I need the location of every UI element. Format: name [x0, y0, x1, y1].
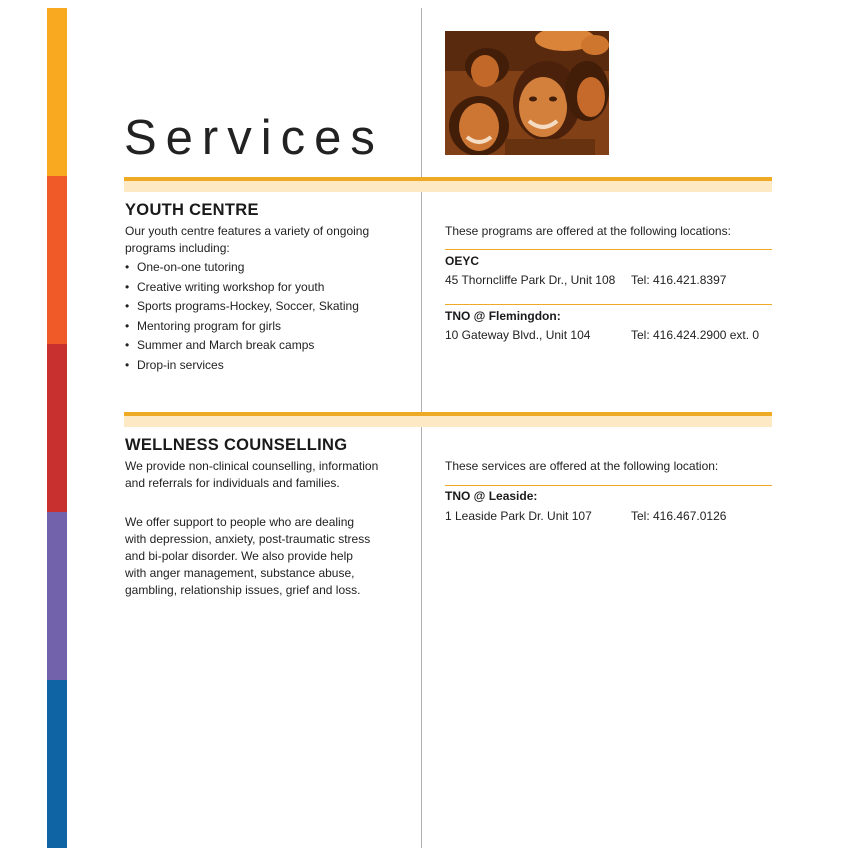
list-item: • Sports programs-Hockey, Soccer, Skating: [125, 299, 359, 313]
color-band-blue: [47, 680, 67, 848]
youth-locations-intro: These programs are offered at the following locations:: [445, 224, 731, 238]
youth-centre-heading: YOUTH CENTRE: [125, 201, 259, 219]
wellness-locations-intro: These services are offered at the following location:: [445, 459, 719, 473]
location-name-leaside: TNO @ Leaside:: [445, 489, 538, 503]
section-rule-wellness: [124, 412, 772, 427]
wellness-paragraph-1: We provide non-clinical counselling, information and referrals for individuals and families.: [125, 459, 379, 490]
group-photo-icon: [445, 31, 609, 155]
youth-programs-list: [125, 259, 359, 376]
list-item: • Mentoring program for girls: [125, 318, 282, 333]
color-band-red-orange: [47, 176, 67, 344]
section-rule-youth: [124, 177, 772, 192]
list-item: • Drop-in services: [125, 357, 224, 372]
page-title: Services: [124, 111, 384, 165]
color-band: [47, 8, 67, 848]
wellness-paragraph-2: We offer support to people who are dealing with depression, anxiety, post-traumatic stress and bi-polar disorder. We also provide help with anger management, substance abuse, gambling, relationship issues, grief and loss.: [125, 515, 371, 597]
wellness-counselling-heading: WELLNESS COUNSELLING: [125, 436, 348, 454]
location-address-flemingdon: 10 Gateway Blvd., Unit 104: [445, 328, 591, 342]
color-band-purple: [47, 512, 67, 680]
location-phone-flemingdon: Tel: 416.424.2900 ext. 0: [631, 328, 760, 342]
location-address-oeyc: 45 Thorncliffe Park Dr., Unit 108: [445, 273, 616, 287]
location-divider: [445, 304, 772, 305]
list-item: • Summer and March break camps: [125, 338, 315, 352]
location-phone-leaside: Tel: 416.467.0126: [631, 509, 727, 523]
list-item: • One-on-one tutoring: [125, 260, 245, 274]
youth-centre-intro: [125, 223, 369, 257]
youth-intro-line-1: Our youth centre features a variety of ongoing: [125, 224, 370, 238]
list-item: • Creative writing workshop for youth: [125, 279, 325, 294]
color-band-orange: [47, 8, 67, 176]
location-phone-oeyc: Tel: 416.421.8397: [631, 273, 727, 287]
youth-intro-line-2: programs including:: [125, 241, 230, 255]
location-address-leaside: 1 Leaside Park Dr. Unit 107: [445, 509, 592, 523]
location-name-oeyc: OEYC: [445, 254, 480, 268]
location-divider: [445, 485, 772, 486]
group-photo: [445, 31, 609, 155]
column-divider: [421, 8, 422, 848]
color-band-red: [47, 344, 67, 512]
location-divider: [445, 249, 772, 250]
location-name-flemingdon: TNO @ Flemingdon:: [445, 309, 561, 323]
